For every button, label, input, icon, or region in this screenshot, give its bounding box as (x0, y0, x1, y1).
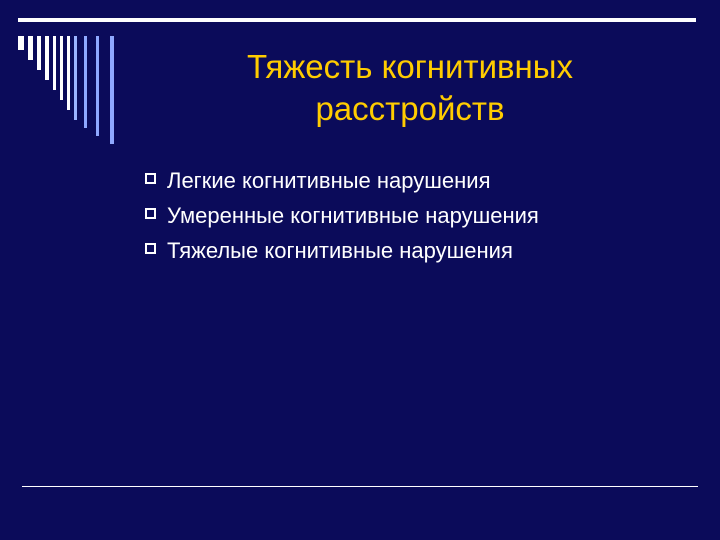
decorative-bar (96, 36, 99, 136)
decorative-bar (45, 36, 49, 80)
title-line-1: Тяжесть когнитивных (247, 48, 573, 85)
slide-title (165, 46, 655, 130)
bullet-item (145, 198, 539, 233)
bullet-list (145, 163, 539, 268)
bullet-item (145, 163, 539, 198)
bullet-text: Тяжелые когнитивные нарушения (167, 238, 513, 263)
decorative-bar (60, 36, 63, 100)
decorative-bar (84, 36, 87, 128)
decorative-bar (18, 36, 24, 50)
checkbox-square-icon (145, 208, 156, 219)
bullet-item (145, 233, 539, 268)
checkbox-square-icon (145, 243, 156, 254)
decorative-bar (53, 36, 56, 90)
bottom-rule (22, 486, 698, 487)
title-line-2: расстройств (315, 90, 505, 127)
decorative-bar (74, 36, 77, 120)
bullet-text: Умеренные когнитивные нарушения (167, 203, 539, 228)
checkbox-square-icon (145, 173, 156, 184)
decorative-bar (110, 36, 114, 144)
bullet-text: Легкие когнитивные нарушения (167, 168, 491, 193)
decorative-bar (37, 36, 41, 70)
decorative-bar (28, 36, 33, 60)
decorative-bars (0, 0, 130, 150)
decorative-bar (67, 36, 70, 110)
